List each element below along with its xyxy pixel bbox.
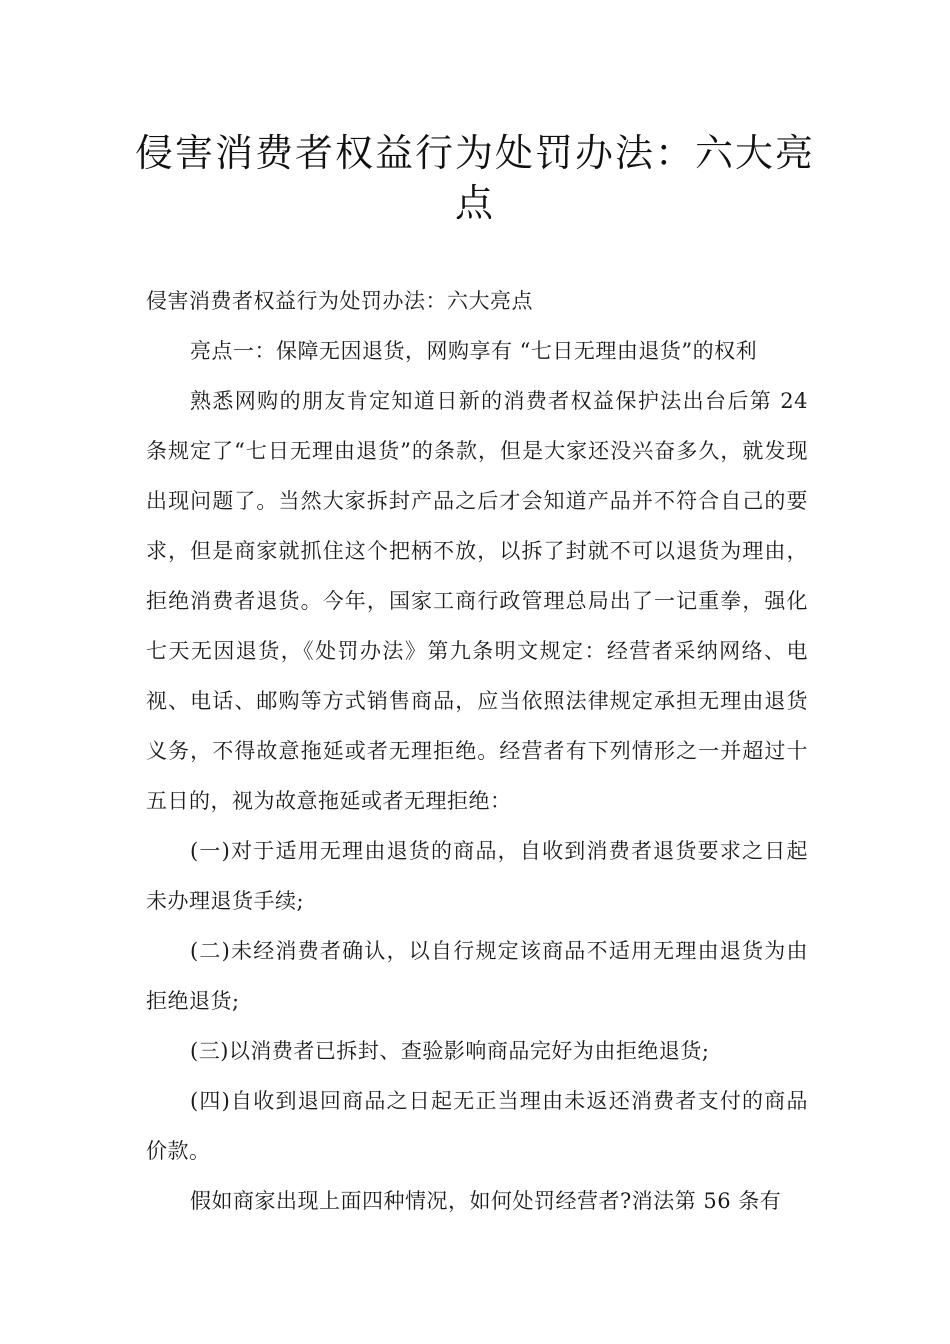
paragraph: (二)未经消费者确认，以自行规定该商品不适用无理由退货为由拒绝退货; bbox=[146, 939, 808, 1013]
paragraph: 熟悉网购的朋友肯定知道日新的消费者权益保护法出台后第 24 条规定了“七日无理由退货”的条款，但是大家还没兴奋多久，就发现出现问题了。当然大家拆封产品之后才会知道产品并不符合自己的要求，但是商家就抓住这个把柄不放，以拆了封就不可以退货为理由，拒绝消费者退货。今年，国家工商行政管理总局出了一记重拳，强化七天无因退货，《处罚办法》第九条明文规定：经营者采纳网络、电视、电话、邮购等方式销售商品，应当依照法律规定承担无理由退货义务，不得故意拖延或者无理拒绝。经营者有下列情形之一并超过十五日的，视为故意拖延或者无理拒绝： bbox=[146, 389, 808, 813]
paragraph: (四)自收到退回商品之日起无正当理由未返还消费者支付的商品价款。 bbox=[146, 1089, 808, 1163]
paragraph: 亮点一：保障无因退货，网购享有 “七日无理由退货”的权利 bbox=[190, 339, 758, 363]
paragraph: (一)对于适用无理由退货的商品，自收到消费者退货要求之日起未办理退货手续; bbox=[146, 839, 808, 913]
document-body bbox=[146, 276, 808, 1226]
paragraph: (三)以消费者已拆封、查验影响商品完好为由拒绝退货; bbox=[190, 1039, 710, 1063]
document-title: 侵害消费者权益行为处罚办法：六大亮点 bbox=[134, 131, 815, 225]
paragraph: 侵害消费者权益行为处罚办法：六大亮点 bbox=[146, 289, 533, 313]
paragraph: 假如商家出现上面四种情况，如何处罚经营者?消法第 56 条有 bbox=[190, 1189, 782, 1213]
